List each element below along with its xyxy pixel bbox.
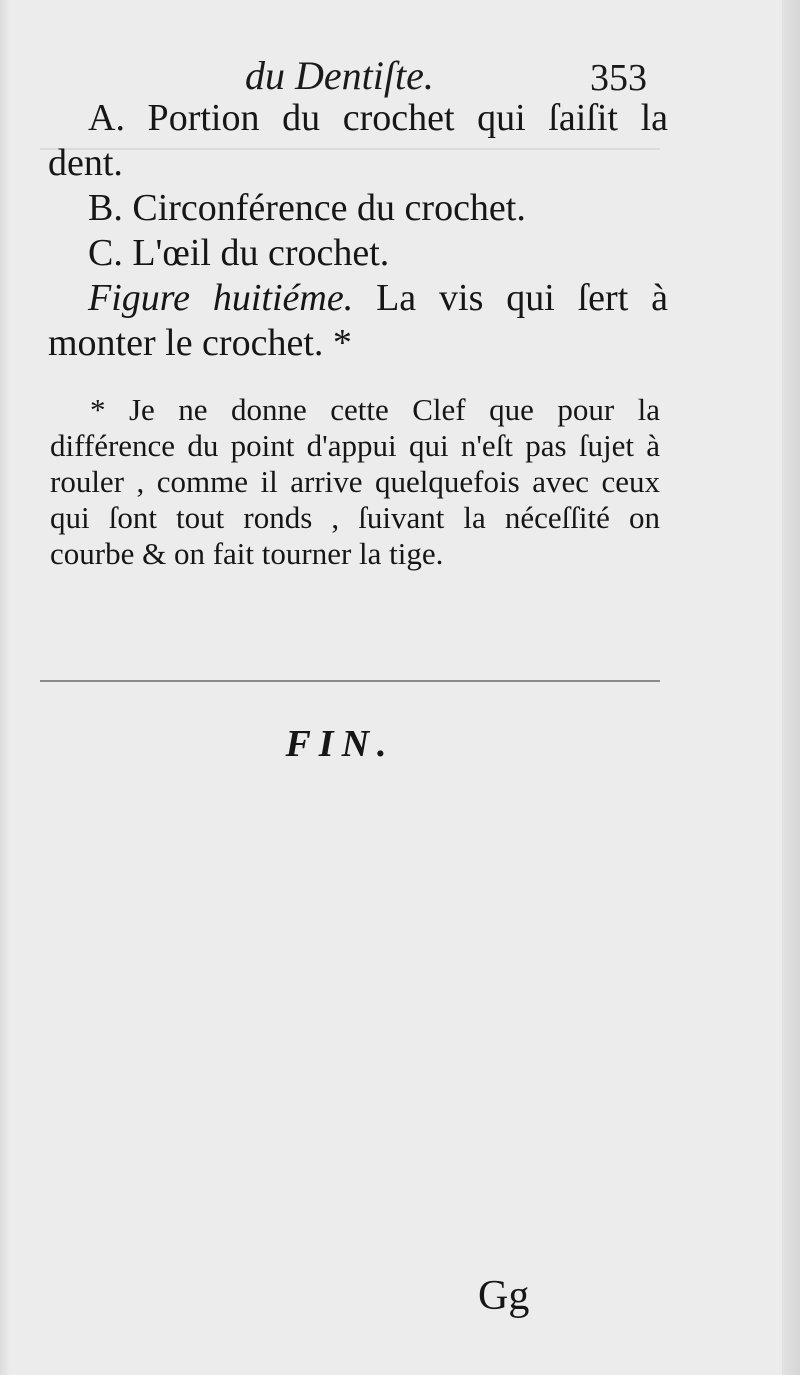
- figure-line-2: monter le crochet. *: [48, 322, 352, 364]
- item-a-line-1: A. Portion du crochet qui ſaiſit la: [88, 97, 668, 139]
- section-rule: [40, 680, 660, 682]
- figure-line-1: [48, 276, 668, 321]
- page-number: 353: [590, 57, 647, 99]
- footnote: [50, 392, 660, 572]
- figure-text: La vis qui ſert à: [353, 277, 668, 319]
- item-c: C. L'œil du crochet.: [88, 232, 390, 274]
- item-a-line-2: dent.: [48, 142, 123, 184]
- page-edge-right: [782, 0, 800, 1375]
- page-edge-left: [0, 0, 10, 1375]
- footnote-text: * Je ne donne cette Clef que pour la différence du point d'appui qui n'eſt pas ſujet à rouler , comme il arrive quelquefois avec ceux qui ſont tout ronds , ſuivant la néceſſité on courbe & on fait tourner la tige.: [50, 392, 660, 571]
- main-text: [48, 96, 668, 366]
- running-title: du Dentiſte.: [245, 53, 434, 98]
- item-b: B. Circonférence du crochet.: [88, 187, 526, 229]
- signature-mark: Gg: [478, 1273, 530, 1319]
- end-mark: FIN.: [285, 723, 395, 765]
- figure-label: Figure huitiéme.: [88, 277, 354, 319]
